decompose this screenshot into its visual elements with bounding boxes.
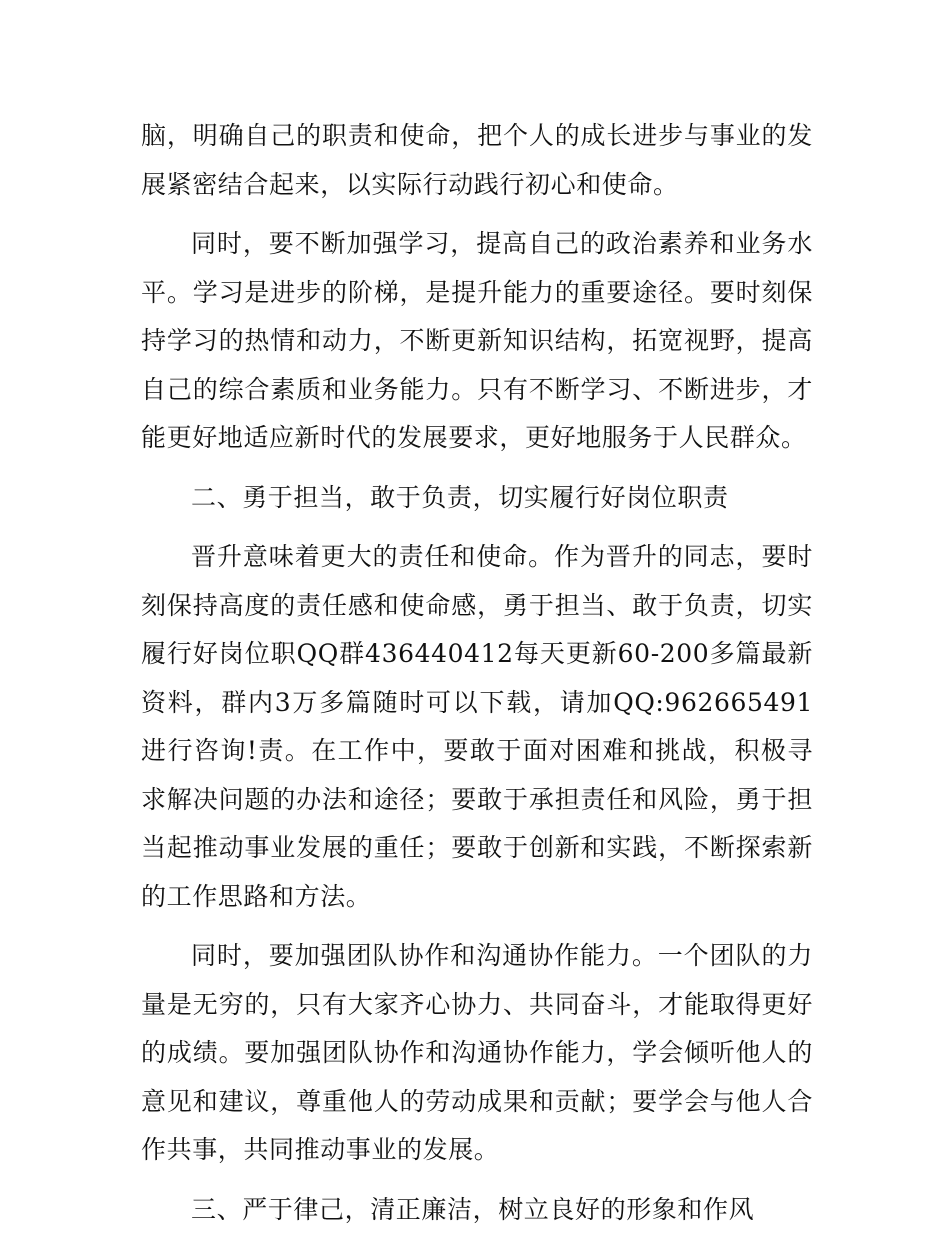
paragraph-continuation: 脑，明确自己的职责和使命，把个人的成长进步与事业的发展紧密结合起来，以实际行动践行初心和使命。 — [141, 112, 813, 209]
section-heading-2: 二、勇于担当，敢于负责，切实履行好岗位职责 — [141, 474, 813, 523]
document-body — [141, 112, 813, 1234]
section-heading-3: 三、严于律己，清正廉洁，树立良好的形象和作风 — [141, 1186, 813, 1234]
paragraph-responsibility: 晋升意味着更大的责任和使命。作为晋升的同志，要时刻保持高度的责任感和使命感，勇于担当、敢于负责，切实履行好岗位职QQ群436440412每天更新60-200多篇最新资料，群内3万多篇随时可以下载，请加QQ:962665491进行咨询!责。在工作中，要敢于面对困难和挑战，积极寻求解决问题的办法和途径；要敢于承担责任和风险，勇于担当起推动事业发展的重任；要敢于创新和实践，不断探索新的工作思路和方法。 — [141, 533, 813, 921]
paragraph-teamwork: 同时，要加强团队协作和沟通协作能力。一个团队的力量是无穷的，只有大家齐心协力、共同奋斗，才能取得更好的成绩。要加强团队协作和沟通协作能力，学会倾听他人的意见和建议，尊重他人的劳动成果和贡献；要学会与他人合作共事，共同推动事业的发展。 — [141, 932, 813, 1175]
paragraph-study: 同时，要不断加强学习，提高自己的政治素养和业务水平。学习是进步的阶梯，是提升能力的重要途径。要时刻保持学习的热情和动力，不断更新知识结构，拓宽视野，提高自己的综合素质和业务能力。只有不断学习、不断进步，才能更好地适应新时代的发展要求，更好地服务于人民群众。 — [141, 220, 813, 463]
